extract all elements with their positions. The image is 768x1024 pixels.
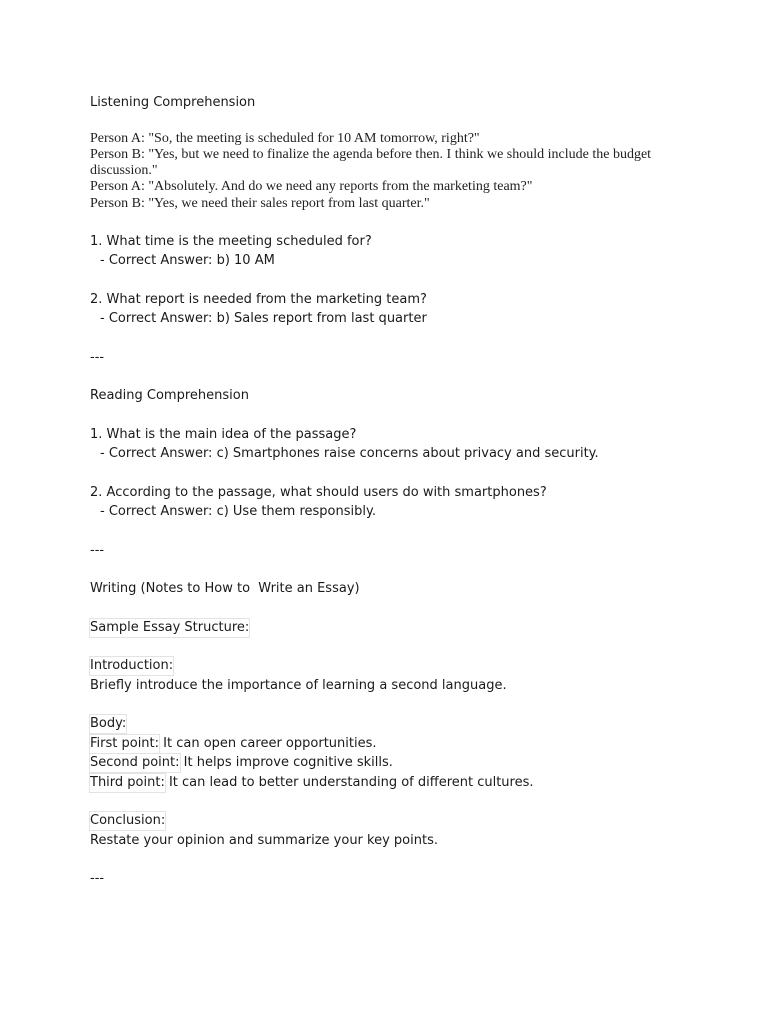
dialogue-line: Person A: "So, the meeting is scheduled for 10 AM tomorrow, right?": [90, 130, 480, 146]
listening-answer-2: - Correct Answer: b) Sales report from last quarter: [100, 311, 427, 327]
writing-heading: Writing (Notes to How to Write an Essay): [90, 581, 360, 597]
point-text: It can lead to better understanding of different cultures.: [164, 774, 534, 790]
body-point-1: [90, 734, 690, 754]
point-label: First point:: [90, 735, 160, 751]
reading-heading: Reading Comprehension: [90, 388, 249, 404]
document-page: [90, 93, 690, 889]
dialogue-line: Person A: "Absolutely. And do we need any reports from the marketing team?": [90, 179, 533, 195]
dialogue: [90, 131, 690, 212]
section-separator: ---: [90, 871, 105, 887]
essay-structure-label: Sample Essay Structure:: [90, 619, 250, 635]
conclusion-label: Conclusion:: [90, 813, 166, 829]
dialogue-line: Person B: "Yes, but we need to finalize the agenda before then. I think we should include the budget discussion.": [90, 146, 655, 179]
reading-answer-1: - Correct Answer: c) Smartphones raise concerns about privacy and security.: [100, 446, 599, 462]
reading-question-1: 1. What is the main idea of the passage?: [90, 426, 357, 442]
point-text: It can open career opportunities.: [159, 735, 377, 751]
listening-question-2: 2. What report is needed from the marketing team?: [90, 291, 427, 307]
dialogue-line: Person B: "Yes, we need their sales report from last quarter.": [90, 195, 430, 211]
body-point-2: [90, 753, 690, 773]
reading-question-2: 2. According to the passage, what should users do with smartphones?: [90, 484, 547, 500]
section-separator: ---: [90, 542, 105, 558]
body-label: Body:: [90, 716, 127, 732]
body-point-3: [90, 773, 690, 793]
introduction-label: Introduction:: [90, 658, 174, 674]
listening-heading: Listening Comprehension: [90, 95, 256, 110]
reading-answer-2: - Correct Answer: c) Use them responsibly.: [100, 504, 376, 520]
section-separator: ---: [90, 349, 105, 365]
listening-answer-1: - Correct Answer: b) 10 AM: [100, 253, 275, 269]
introduction-text: Briefly introduce the importance of learning a second language.: [90, 677, 507, 693]
point-label: Third point:: [90, 774, 165, 790]
listening-question-1: 1. What time is the meeting scheduled for?: [90, 233, 372, 249]
point-text: It helps improve cognitive skills.: [179, 755, 393, 771]
conclusion-text: Restate your opinion and summarize your key points.: [90, 832, 438, 848]
point-label: Second point:: [90, 755, 180, 771]
